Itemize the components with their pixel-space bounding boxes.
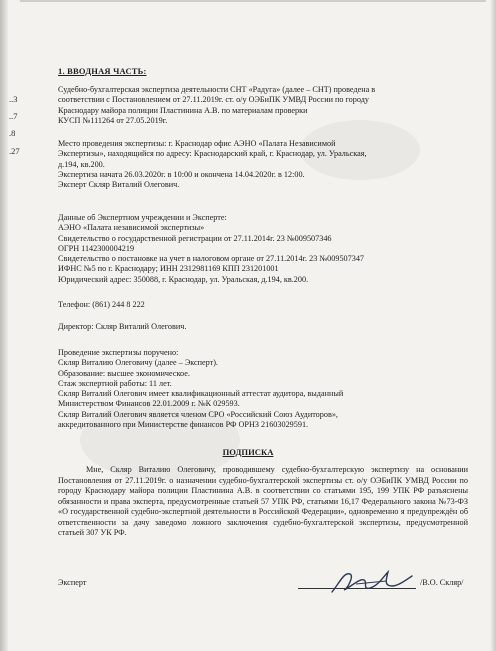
intro-paragraph: [58, 85, 468, 126]
intro-line: КУСП №111264 от 27.05.2019г.: [58, 115, 168, 125]
place-line: Эксперт Скляр Виталий Олегович.: [58, 180, 180, 190]
assignment-line: Проведение экспертизы поручено:: [58, 348, 179, 357]
institution-paragraph: [58, 213, 468, 285]
subscription-heading: ПОДПИСКА: [222, 447, 274, 457]
intro-line: соответствии с Постановлением от 27.11.2019г. ст. о/у ОЭБиПК УМВД России по городу: [58, 95, 369, 105]
subscription-text: Мне, Скляр Виталию Олеговичу, проводившему судебно-бухгалтерскую экспертизу на основании Постановления от 27.11.2019г. о назначении судебно-бухгалтерской экспертизы ст. о/у ОЭБиПК УМВД России по городу Краснодару майора полиции Пластинина А.В. в соответствии со статьями 195, 199 УПК РФ разъяснены обязанности и права эксперта, предусмотренные статьей 57 УПК РФ, статьями 16,17 Федерального закона №73-ФЗ «О государственной судебно-экспертной деятельности в Российской Федерации», одновременно я предупреждён об ответственности за дачу заведомо ложного заключения судебно-бухгалтерской экспертизы, предусмотренной статьей 307 УК РФ.: [58, 465, 468, 537]
signature-label: Эксперт: [58, 578, 87, 587]
assignment-line: Скляр Виталий Олегович является членом СРО «Российский Союз Аудиторов»,: [58, 409, 338, 419]
assignment-line: Скляр Виталий Олегович имеет квалификационный аттестат аудитора, выданный: [58, 389, 344, 399]
institution-line: Свидетельство о государственной регистрации от 27.11.2014г. 23 №009507346: [58, 233, 332, 243]
institution-line: Свидетельство о постановке на учет в налоговом органе от 27.11.2014г. 23 №009507347: [58, 254, 365, 264]
institution-line: ОГРН 1142300004219: [58, 243, 135, 253]
signature-row: [58, 578, 468, 608]
assignment-line: Стаж экспертной работы: 11 лет.: [58, 378, 172, 388]
margin-note: ..3: [9, 94, 18, 104]
institution-line: ИФНС №5 по г. Краснодару; ИНН 2312981169 КПП 231201001: [58, 264, 279, 274]
place-line: д.194, кв.200.: [58, 159, 105, 169]
place-line: Экспертизы», находящийся по адресу: Краснодарский край, г. Краснодар, ул. Уральская,: [58, 149, 367, 159]
intro-line: Краснодару майора полиции Пластинина А.В. по материалам проверки: [58, 105, 308, 115]
intro-line: Судебно-бухгалтерская экспертиза деятельности СНТ «Радуга» (далее – СНТ) проведена в: [58, 85, 376, 94]
institution-line: Данные об Экспертном учреждении и Эксперте:: [58, 213, 227, 222]
assignment-line: Образование: высшее экономическое.: [58, 368, 190, 378]
place-line: Место проведения экспертизы: г. Краснодар офис АЭНО «Палата Независимой: [58, 139, 336, 148]
margin-note: .27: [9, 146, 20, 156]
assignment-line: аккредитованного при Министерстве финансов РФ ОРНЗ 21603029591.: [58, 420, 309, 430]
phone-line: Телефон: (861) 244 8 222: [58, 300, 145, 309]
margin-note: ..7: [9, 111, 18, 121]
director-line: Директор: Скляр Виталий Олегович.: [58, 322, 187, 331]
institution-line: Юридический адрес: 350088, г. Краснодар, ул. Уральская, д.194, кв.200.: [58, 274, 309, 284]
signature-name: /В.О. Скляр/: [420, 578, 464, 587]
place-paragraph: [58, 139, 468, 190]
institution-line: АЭНО «Палата независимой экспертизы»: [58, 223, 205, 233]
place-line: Экспертиза начата 26.03.2020г. в 10:00 и окончена 14.04.2020г. в 12:00.: [58, 169, 305, 179]
assignment-line: Скляр Виталию Олеговичу (далее – Эксперт).: [58, 358, 218, 368]
section-heading: 1. ВВОДНАЯ ЧАСТЬ:: [58, 66, 147, 76]
assignment-paragraph: [58, 348, 468, 430]
margin-note: .8: [9, 128, 16, 138]
handwritten-signature: [326, 564, 416, 598]
assignment-line: Министерством Финансов 22.01.2009 г. №К 029593.: [58, 399, 240, 409]
page-top-edge: [20, 0, 486, 2]
